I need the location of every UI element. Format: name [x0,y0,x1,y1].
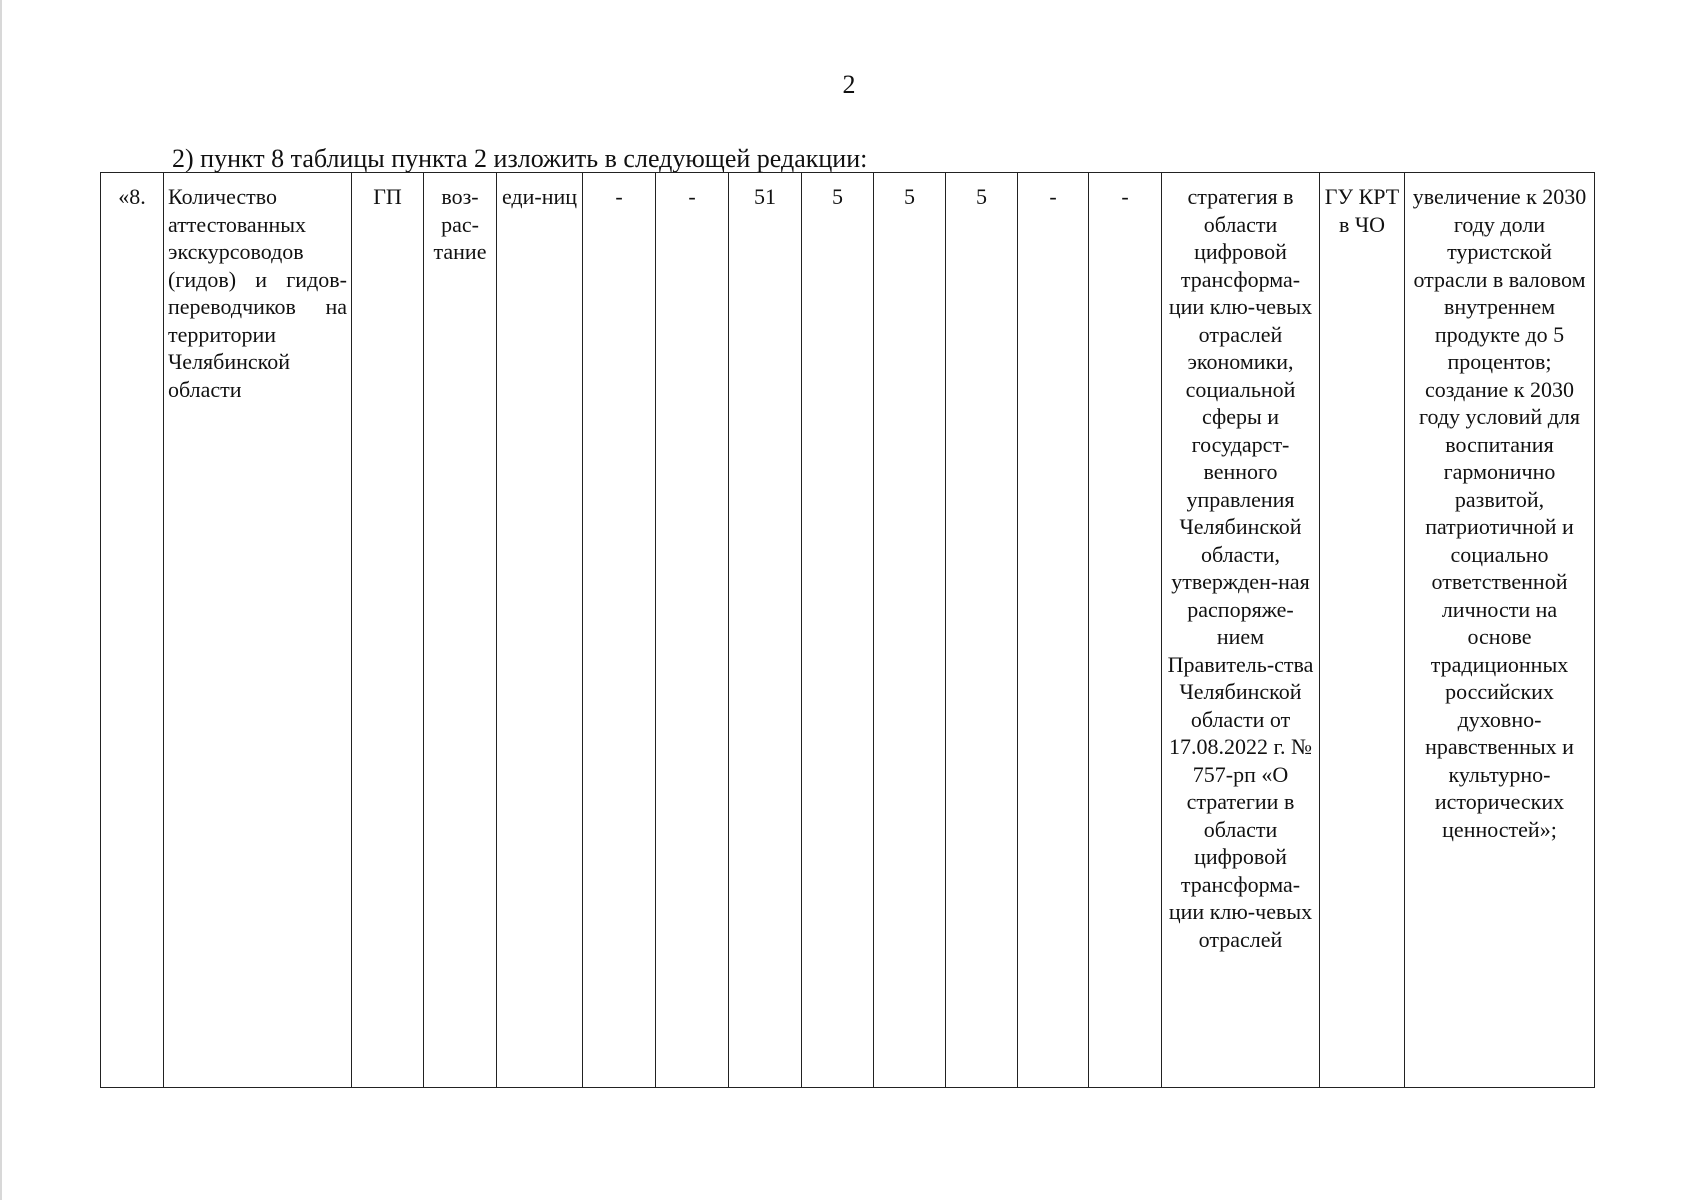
value-cell-4: 5 [802,173,874,1088]
value-cell-3: 51 [729,173,802,1088]
table-row [101,173,1595,1088]
value-cell-2: - [656,173,729,1088]
goal-cell: увеличение к 2030 году доли туристской отрасли в валовом внутреннем продукте до 5 процентов; создание к 2030 году условий для воспитания гармонично развитой, патриотичной и социально ответственной личности на основе традиционных российских духовно-нравственных и культурно-исторических ценностей»; [1405,173,1595,1088]
unit-cell: еди-ниц [497,173,583,1088]
value-cell-5: 5 [874,173,946,1088]
indicator-type-cell: ГП [352,173,424,1088]
indicator-name-cell: Количество аттестованных экскурсоводов (гидов) и гидов-переводчиков на территории Челябинской области [164,173,352,1088]
page-number: 2 [842,70,856,99]
value-cell-6: 5 [946,173,1018,1088]
row-number-cell: «8. [101,173,164,1088]
scan-edge [0,0,2,1200]
value-cell-8: - [1089,173,1162,1088]
document-cell: стратегия в области цифровой трансформа-ции клю-чевых отраслей экономики, социальной сферы и государст-венного управления Челябинской области, утвержден-ная распоряже-нием Правитель-ства Челябинской области от 17.08.2022 г. № 757-рп «О стратегии в области цифровой трансформа-ции клю-чевых отраслей [1162,173,1320,1088]
responsible-cell: ГУ КРТ в ЧО [1320,173,1405,1088]
intro-text: 2) пункт 8 таблицы пункта 2 изложить в следующей редакции: [172,144,868,173]
direction-cell [424,173,497,1088]
indicator-table [100,172,1595,1088]
value-cell-1: - [583,173,656,1088]
value-cell-7: - [1018,173,1089,1088]
direction-text: воз-рас-тание [433,184,487,264]
